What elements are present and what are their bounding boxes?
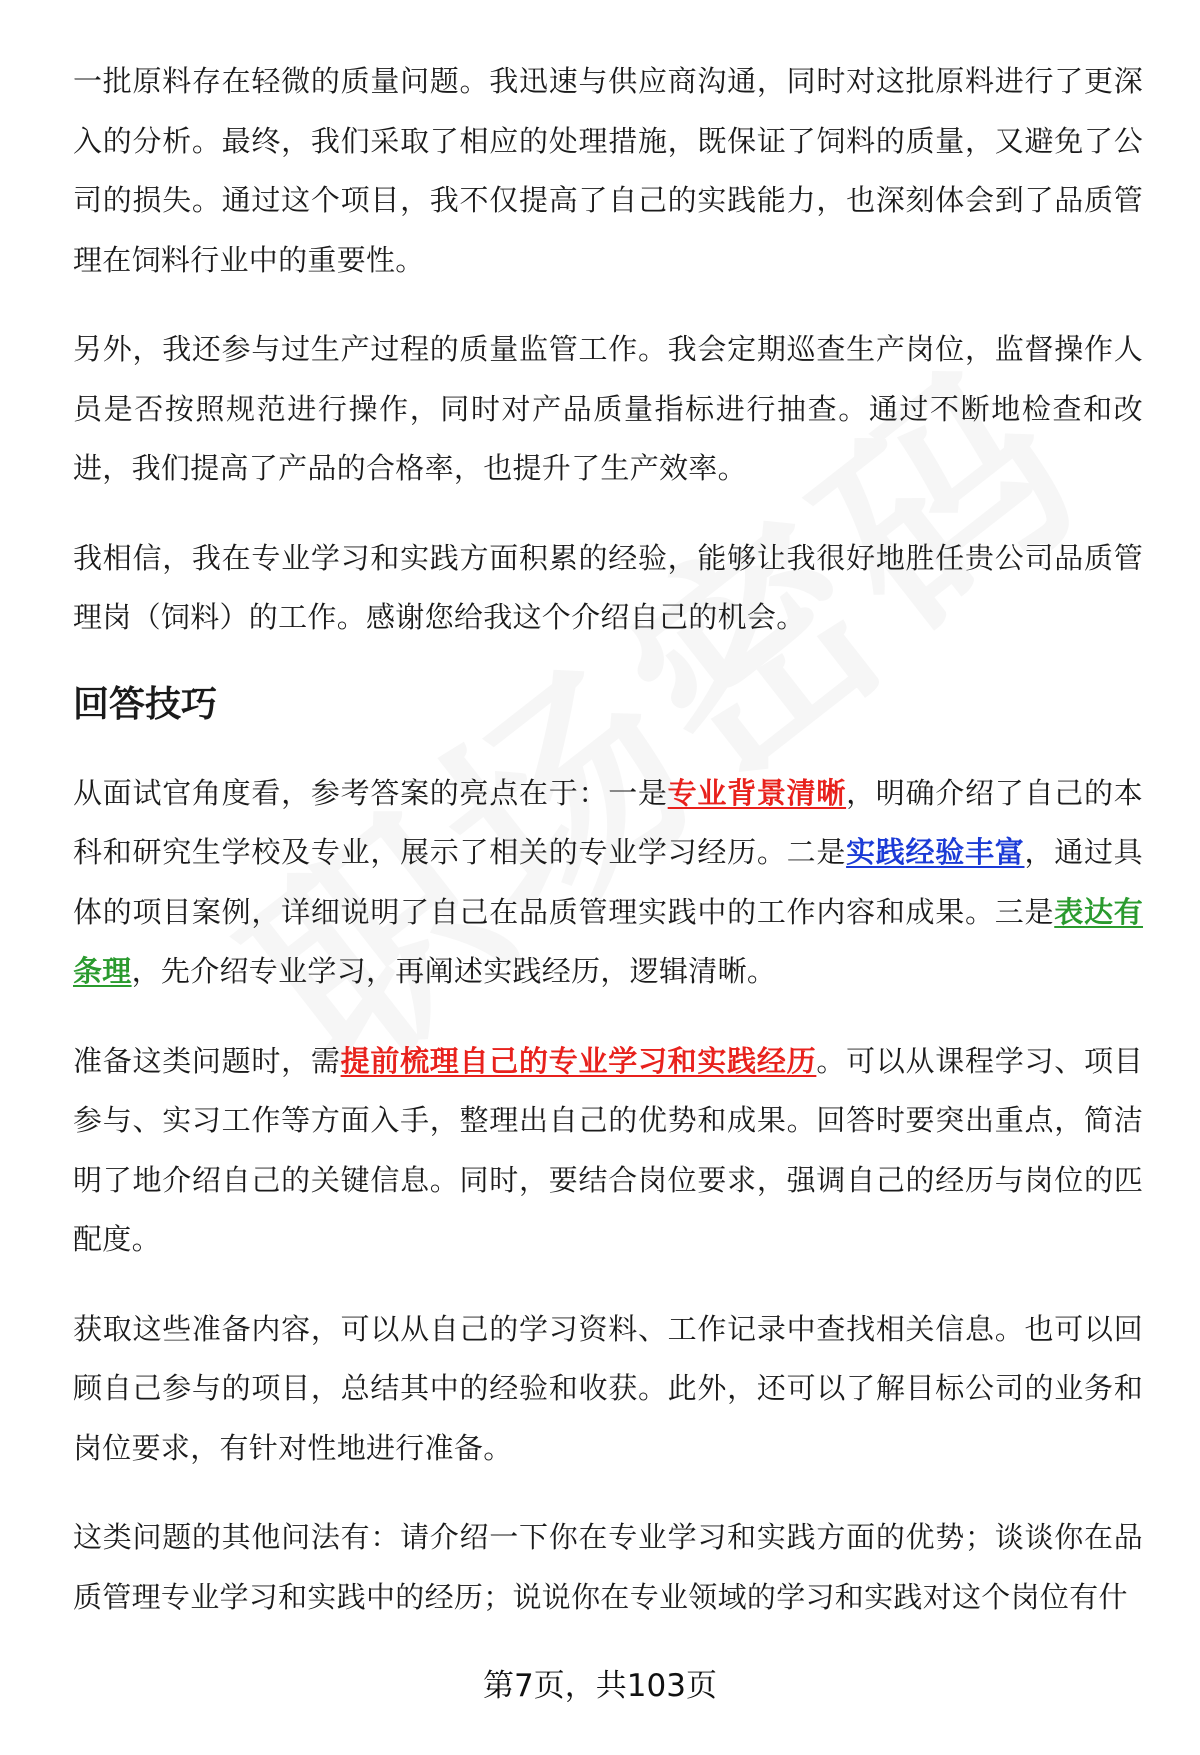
highlight-professional-background: 专业背景清晰 [667, 775, 847, 810]
body-paragraph: 另外，我还参与过生产过程的质量监管工作。我会定期巡查生产岗位，监督操作人员是否按照规范进行操作，同时对产品质量指标进行抽查。通过不断地检查和改进，我们提高了产品的合格率，也提升了生产效率。 [73, 332, 1143, 485]
tips-paragraph [73, 1032, 1143, 1270]
highlight-practical-experience: 实践经验丰富 [846, 835, 1025, 869]
body-paragraph: 一批原料存在轻微的质量问题。我迅速与供应商沟通，同时对这批原料进行了更深入的分析。最终，我们采取了相应的处理措施，既保证了饲料的质量，又避免了公司的损失。通过这个项目，我不仅提高了自己的实践能力，也深刻体会到了品质管理在饲料行业中的重要性。 [73, 64, 1143, 277]
tips-paragraph [73, 764, 1143, 1002]
tips-paragraph: 获取这些准备内容，可以从自己的学习资料、工作记录中查找相关信息。也可以回顾自己参与的项目，总结其中的经验和收获。此外，还可以了解目标公司的业务和岗位要求，有针对性地进行准备。 [73, 1311, 1143, 1465]
tips-text: ，通过具体的项目案例，详细说明了自己在品质管理实践中的工作内容和成果。三是 [73, 835, 1143, 929]
tips-text: ，先介绍专业学习，再阐述实践经历，逻辑清晰。 [131, 954, 777, 988]
body-paragraph: 我相信，我在专业学习和实践方面积累的经验，能够让我很好地胜任贵公司品质管理岗（饲料）的工作。感谢您给我这个介绍自己的机会。 [73, 540, 1143, 634]
tips-text: 。可以从课程学习、项目参与、实习工作等方面入手，整理出自己的优势和成果。回答时要突出重点，简洁明了地介绍自己的关键信息。同时，要结合岗位要求，强调自己的经历与岗位的匹配度。 [73, 1043, 1143, 1256]
tips-paragraph: 这类问题的其他问法有：请介绍一下你在专业学习和实践方面的优势；谈谈你在品质管理专业学习和实践中的经历；说说你在专业领域的学习和实践对这个岗位有什 [73, 1520, 1143, 1614]
tips-text: 从面试官角度看，参考答案的亮点在于：一是 [73, 775, 668, 810]
highlight-sort-out-experience: 提前梳理自己的专业学习和实践经历 [340, 1043, 817, 1078]
highlight-organized-expression: 表达有条理 [73, 894, 1144, 988]
document-body [73, 52, 1143, 1657]
tips-text: 准备这类问题时，需 [73, 1043, 341, 1078]
section-heading: 回答技巧 [73, 683, 218, 725]
page-number: 第7页，共103页 [483, 1668, 717, 1704]
tips-text: ，明确介绍了自己的本科和研究生学校及专业，展示了相关的专业学习经历。二是 [73, 775, 1143, 869]
